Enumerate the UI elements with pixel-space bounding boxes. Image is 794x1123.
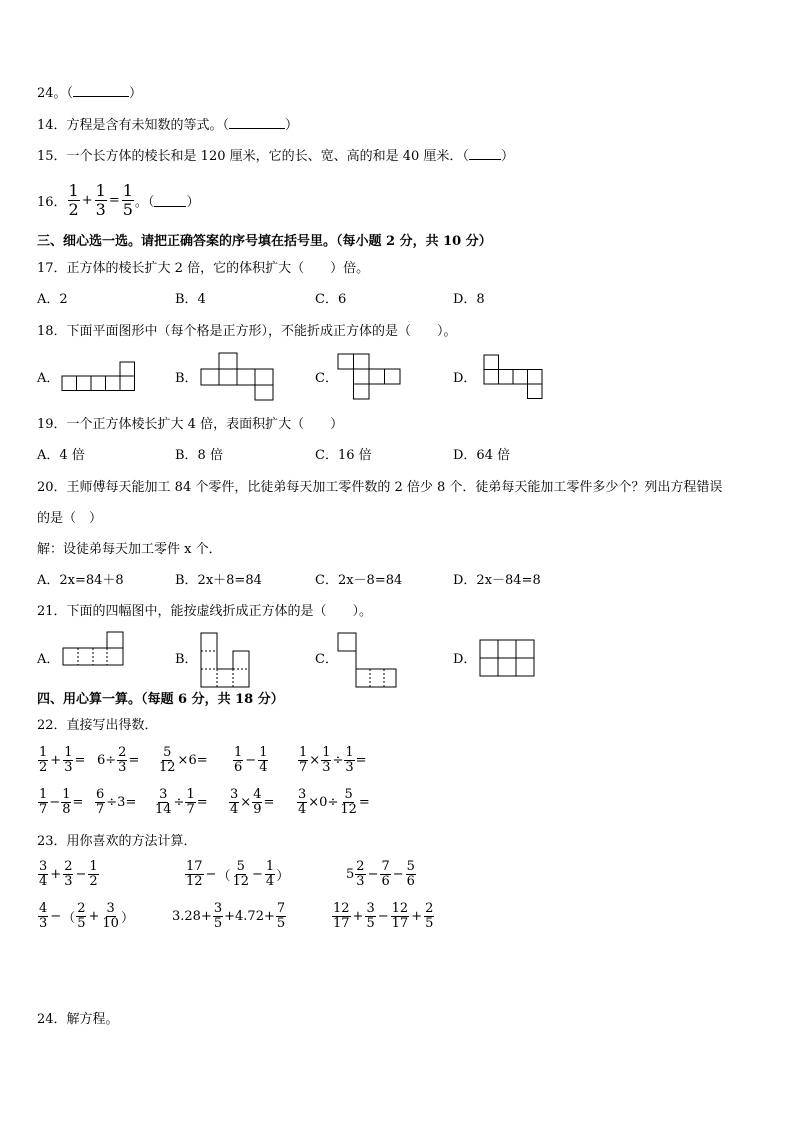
question-20-continued: 的是（ ） (37, 511, 103, 526)
answer-blank[interactable] (229, 116, 285, 129)
answer-blank[interactable] (73, 84, 129, 97)
calc-22-8: $\frac{3}{14}$ ÷ $\frac{1}{7}$ = (155, 787, 208, 817)
cube-net-21d (480, 640, 538, 678)
q18-option-d[interactable]: D． (453, 371, 477, 386)
fraction: $\frac{1}{7}$ (39, 787, 48, 817)
calc-22-4: $\frac{1}{6}$ − $\frac{1}{4}$ (234, 745, 268, 775)
question-20-solution-setup: 解：设徒弟每天加工零件 x 个． (37, 542, 222, 557)
calc-23-2: $\frac{17}{12}$ − （ $\frac{5}{12}$ − $\frac{1}{4}$ ） (186, 859, 290, 889)
calc-22-10: $\frac{3}{4}$ ×0÷ $\frac{5}{12}$ = (298, 787, 370, 817)
q17-option-c[interactable]: C．6 (315, 292, 347, 307)
fraction: $\frac{1}{2}$ (39, 745, 48, 775)
fraction: $\frac{1}{8}$ (62, 787, 71, 817)
question-14 (37, 116, 298, 134)
cube-net-18a (62, 362, 137, 392)
question-21: 21．下面的四幅图中，能按虚线折成正方体的是（ ）。 (37, 604, 373, 619)
q20-option-c[interactable]: C．2x－8=84 (315, 573, 403, 588)
q14-end: ） (285, 118, 299, 133)
calc-23-1: $\frac{3}{4}$ + $\frac{2}{3}$ − $\frac{1}{2}$ (39, 859, 98, 889)
fraction: $\frac{1}{3}$ (95, 181, 106, 219)
fraction: $\frac{3}{4}$ (230, 787, 239, 817)
calc-22-2: 6÷ $\frac{2}{3}$ = (97, 745, 140, 775)
q20-option-b[interactable]: B．2x＋8=84 (175, 573, 262, 588)
q21-option-c[interactable]: C． (315, 652, 338, 667)
q15-end: ） (500, 149, 514, 164)
q18-option-a[interactable]: A． (37, 371, 60, 386)
fraction: $\frac{3}{4}$ (298, 787, 307, 817)
calc-22-6: $\frac{1}{7}$ − $\frac{1}{8}$ = (39, 787, 84, 817)
fraction: $\frac{1}{3}$ (64, 745, 73, 775)
fraction: $\frac{1}{4}$ (259, 745, 268, 775)
calc-22-9: $\frac{3}{4}$ × $\frac{4}{9}$ = (230, 787, 275, 817)
q16-end: ） (186, 195, 200, 210)
q24a-end: ） (129, 86, 143, 101)
q20-option-d[interactable]: D．2x－84=8 (453, 573, 541, 588)
question-19: 19．一个正方体棱长扩大 4 倍，表面积扩大（ ） (37, 417, 344, 432)
cube-net-18d (484, 355, 544, 400)
question-24-true-false (37, 84, 142, 102)
plus-sign: + (81, 193, 93, 208)
q20-option-a[interactable]: A．2x=84＋8 (37, 573, 124, 588)
question-16 (37, 182, 199, 219)
fraction: $\frac{5}{12}$ (340, 787, 357, 817)
calc-23-4: $\frac{4}{3}$ − （ $\frac{2}{5}$ + $\frac{3}{10}$ ） (39, 901, 134, 931)
q18-option-c[interactable]: C． (315, 371, 338, 386)
calc-23-3: 5 $\frac{2}{3}$ − $\frac{7}{6}$ − $\frac{5}{6}$ (346, 859, 415, 889)
question-15 (37, 147, 514, 165)
question-24-solve-equations: 24．解方程。 (37, 1012, 119, 1027)
calc-23-6: $\frac{12}{17}$ + $\frac{3}{5}$ − $\frac{12}{17}$ + $\frac{2}{5}$ (333, 901, 434, 931)
dashed-cube-net-21b (201, 633, 251, 689)
question-17: 17．正方体的棱长扩大 2 倍，它的体积扩大（ ）倍。 (37, 261, 370, 276)
section-3-heading: 三、细心选一选。请把正确答案的序号填在括号里。（每小题 2 分，共 10 分） (37, 234, 492, 249)
answer-blank[interactable] (154, 194, 186, 207)
fraction: $\frac{4}{9}$ (253, 787, 262, 817)
question-22: 22．直接写出得数． (37, 718, 158, 733)
fraction: $\frac{3}{14}$ (155, 787, 172, 817)
q14-text: 14．方程是含有未知数的等式。（ (37, 118, 230, 133)
calc-22-7: $\frac{6}{7}$ ÷3= (96, 787, 137, 817)
fraction: $\frac{5}{12}$ (159, 745, 176, 775)
calc-23-5: 3.28+ $\frac{3}{5}$ +4.72+ $\frac{7}{5}$ (172, 901, 286, 931)
fraction: $\frac{6}{7}$ (96, 787, 105, 817)
fraction: $\frac{1}{7}$ (299, 745, 308, 775)
q19-option-a[interactable]: A．4 倍 (37, 448, 85, 463)
fraction: $\frac{2}{3}$ (118, 745, 127, 775)
fraction: $\frac{1}{6}$ (234, 745, 243, 775)
q16-number: 16． (37, 195, 67, 210)
q17-option-d[interactable]: D．8 (453, 292, 485, 307)
q19-option-d[interactable]: D．64 倍 (453, 448, 511, 463)
q18-option-b[interactable]: B． (175, 371, 198, 386)
calc-22-1: $\frac{1}{2}$ + $\frac{1}{3}$ = (39, 745, 86, 775)
calc-22-3: $\frac{5}{12}$ ×6= (159, 745, 208, 775)
dashed-cube-net-21c (338, 633, 398, 688)
q21-option-d[interactable]: D． (453, 652, 477, 667)
calc-22-5: $\frac{1}{7}$ × $\frac{1}{3}$ ÷ $\frac{1}{3}$ = (299, 745, 367, 775)
q15-text: 15．一个长方体的棱长和是 120 厘米，它的长、宽、高的和是 40 厘米．（ (37, 149, 469, 164)
fraction: $\frac{1}{7}$ (186, 787, 195, 817)
fraction: $\frac{1}{3}$ (345, 745, 354, 775)
q19-option-b[interactable]: B．8 倍 (175, 448, 223, 463)
question-18: 18．下面平面图形中（每个格是正方形），不能折成正方体的是（ ）。 (37, 324, 457, 339)
dashed-cube-net-21a (63, 632, 125, 668)
question-23: 23．用你喜欢的方法计算． (37, 834, 197, 849)
fraction: $\frac{1}{2}$ (68, 181, 79, 219)
fraction: $\frac{1}{3}$ (322, 745, 331, 775)
section-4-heading: 四、用心算一算。（每题 6 分，共 18 分） (37, 692, 284, 707)
cube-net-18c (338, 354, 403, 400)
q17-option-a[interactable]: A．2 (37, 292, 68, 307)
q21-option-b[interactable]: B． (175, 652, 198, 667)
cube-net-18b (201, 353, 276, 401)
q24a-text: 24。（ (37, 86, 74, 101)
q16-tail: 。（ (134, 195, 155, 210)
q19-option-c[interactable]: C．16 倍 (315, 448, 372, 463)
question-20: 20．王师傅每天能加工 84 个零件，比徒弟每天加工零件数的 2 倍少 8 个．徒弟每天能加工零件多少个？列出方程错误 (37, 480, 723, 495)
q21-option-a[interactable]: A． (37, 652, 60, 667)
equals-sign: = (108, 193, 120, 208)
fraction: $\frac{1}{5}$ (122, 181, 133, 219)
answer-blank[interactable] (469, 147, 501, 160)
q17-option-b[interactable]: B．4 (175, 292, 206, 307)
